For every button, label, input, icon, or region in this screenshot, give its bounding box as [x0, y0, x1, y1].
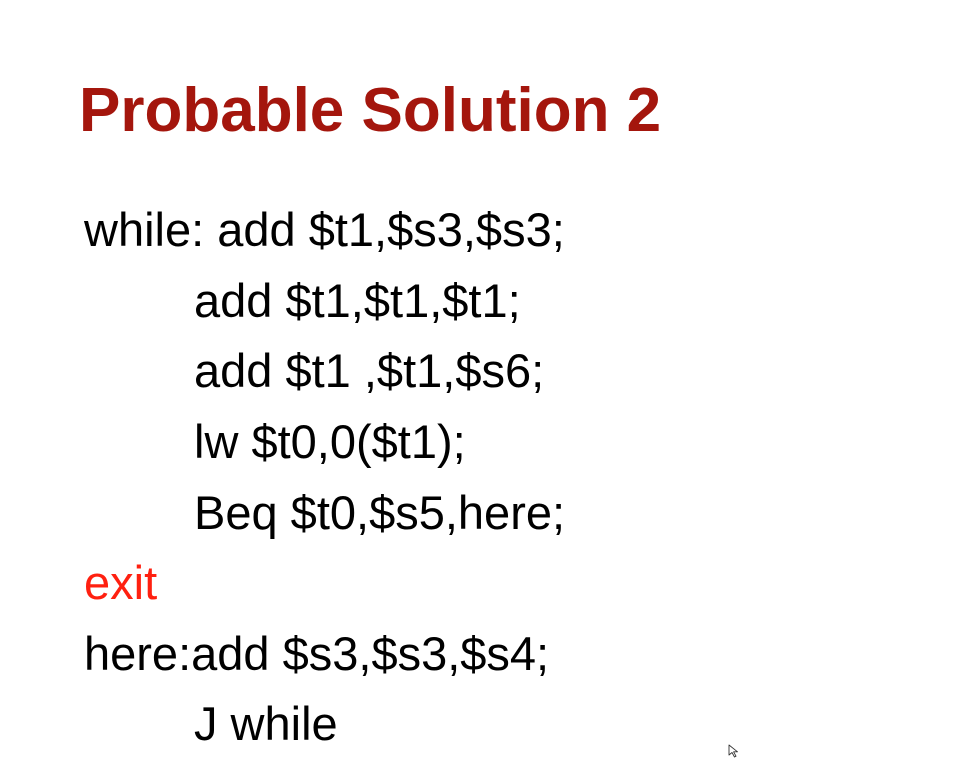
code-line-lw: lw $t0,0($t1); — [194, 415, 466, 468]
code-line-jump: J while — [194, 697, 338, 750]
slide-title: Probable Solution 2 — [79, 76, 662, 145]
code-line-exit: exit — [84, 556, 158, 609]
code-line-add-2: add $t1 ,$t1,$s6; — [194, 344, 545, 397]
code-line-while: while: add $t1,$s3,$s3; — [84, 203, 565, 256]
code-line-beq: Beq $t0,$s5,here; — [194, 486, 566, 539]
code-line-add-1: add $t1,$t1,$t1; — [194, 274, 521, 327]
mouse-pointer-icon — [728, 744, 742, 758]
code-line-here: here:add $s3,$s3,$s4; — [84, 627, 550, 680]
